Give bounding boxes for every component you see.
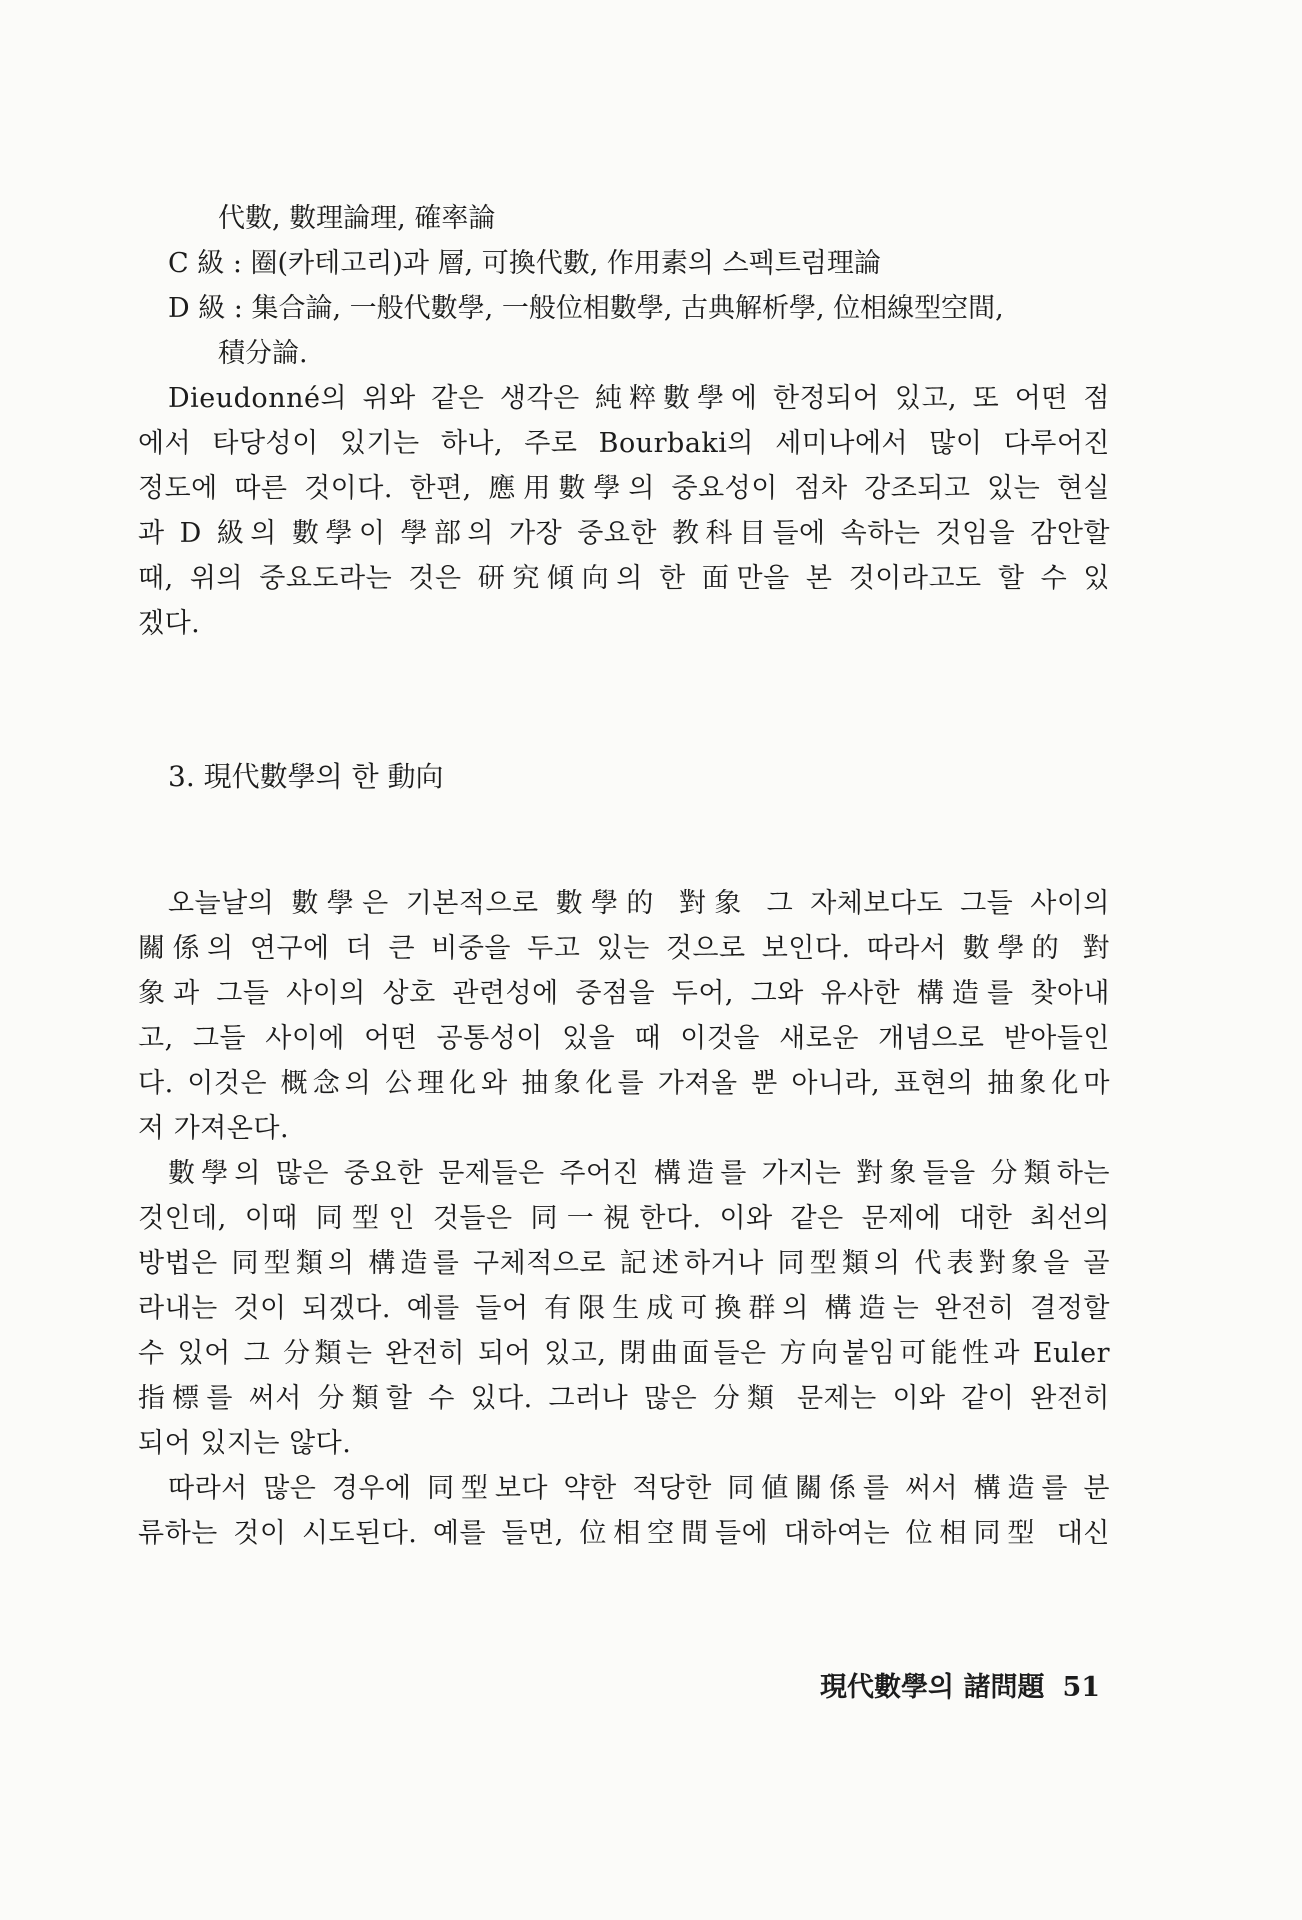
paragraph-4 xyxy=(138,1466,1110,1556)
paragraph-line: 때, 위의 중요도라는 것은 研究傾向의 한 面만을 본 것이라고도 할 수 있 xyxy=(138,563,1110,594)
paragraph-line: 關係의 연구에 더 큰 비중을 두고 있는 것으로 보인다. 따라서 數學的 對 xyxy=(138,933,1110,964)
page-number: 51 xyxy=(1062,1672,1101,1703)
paragraph-line: 저 가져온다. xyxy=(138,1113,290,1144)
list-item: 積分論. xyxy=(218,338,308,369)
list-item: C 級 : 圈(카테고리)과 層, 可換代數, 作用素의 스펙트럼理論 xyxy=(168,248,881,279)
paragraph-line: 정도에 따른 것이다. 한편, 應用數學의 중요성이 점차 강조되고 있는 현실 xyxy=(138,473,1110,504)
paragraph-line: 것인데, 이때 同型인 것들은 同一視한다. 이와 같은 문제에 대한 최선의 xyxy=(138,1203,1110,1234)
list-block xyxy=(168,196,1110,376)
paragraph-2 xyxy=(138,881,1110,1151)
paragraph-3 xyxy=(138,1151,1110,1466)
running-footer xyxy=(820,1665,1120,1704)
paragraph-line: 류하는 것이 시도된다. 예를 들면, 位相空間들에 대하여는 位相同型 대신 xyxy=(138,1518,1110,1549)
page-body xyxy=(138,196,1110,1556)
footer-title: 現代數學의 諸問題 xyxy=(820,1672,1045,1703)
paragraph-line: 수 있어 그 分類는 완전히 되어 있고, 閉曲面들은 方向붙임可能性과 Euler xyxy=(138,1338,1110,1369)
paragraph-line: 따라서 많은 경우에 同型보다 약한 적당한 同値關係를 써서 構造를 분 xyxy=(168,1473,1110,1504)
paragraph-1 xyxy=(138,376,1110,646)
paragraph-line: 과 D 級의 數學이 學部의 가장 중요한 教科目들에 속하는 것임을 감안할 xyxy=(138,518,1110,549)
list-item: D 級 : 集合論, 一般代數學, 一般位相數學, 古典解析學, 位相線型空間, xyxy=(168,293,1004,324)
paragraph-line: 라내는 것이 되겠다. 예를 들어 有限生成可換群의 構造는 완전히 결정할 xyxy=(138,1293,1110,1324)
section-heading: 3. 現代數學의 한 動向 xyxy=(168,760,444,793)
paragraph-line: 에서 타당성이 있기는 하나, 주로 Bourbaki의 세미나에서 많이 다루어진 xyxy=(138,428,1110,459)
paragraph-line: 겠다. xyxy=(138,608,201,639)
paragraph-line: 象과 그들 사이의 상호 관련성에 중점을 두어, 그와 유사한 構造를 찾아내 xyxy=(138,978,1110,1009)
paragraph-line: 오늘날의 數學은 기본적으로 數學的 對象 그 자체보다도 그들 사이의 xyxy=(168,888,1110,919)
paragraph-line: Dieudonné의 위와 같은 생각은 純粹數學에 한정되어 있고, 또 어떤 점 xyxy=(168,383,1110,414)
paragraph-line: 指標를 써서 分類할 수 있다. 그러나 많은 分類 문제는 이와 같이 완전히 xyxy=(138,1383,1110,1414)
paragraph-line: 고, 그들 사이에 어떤 공통성이 있을 때 이것을 새로운 개념으로 받아들인 xyxy=(138,1023,1110,1054)
paragraph-line: 방법은 同型類의 構造를 구체적으로 記述하거나 同型類의 代表對象을 골 xyxy=(138,1248,1110,1279)
paragraph-line: 數學의 많은 중요한 문제들은 주어진 構造를 가지는 對象들을 分類하는 xyxy=(168,1158,1110,1189)
paragraph-line: 되어 있지는 않다. xyxy=(138,1428,352,1459)
paragraph-line: 다. 이것은 概念의 公理化와 抽象化를 가져올 뿐 아니라, 표현의 抽象化마 xyxy=(138,1068,1110,1099)
list-item: 代數, 數理論理, 確率論 xyxy=(218,203,496,234)
